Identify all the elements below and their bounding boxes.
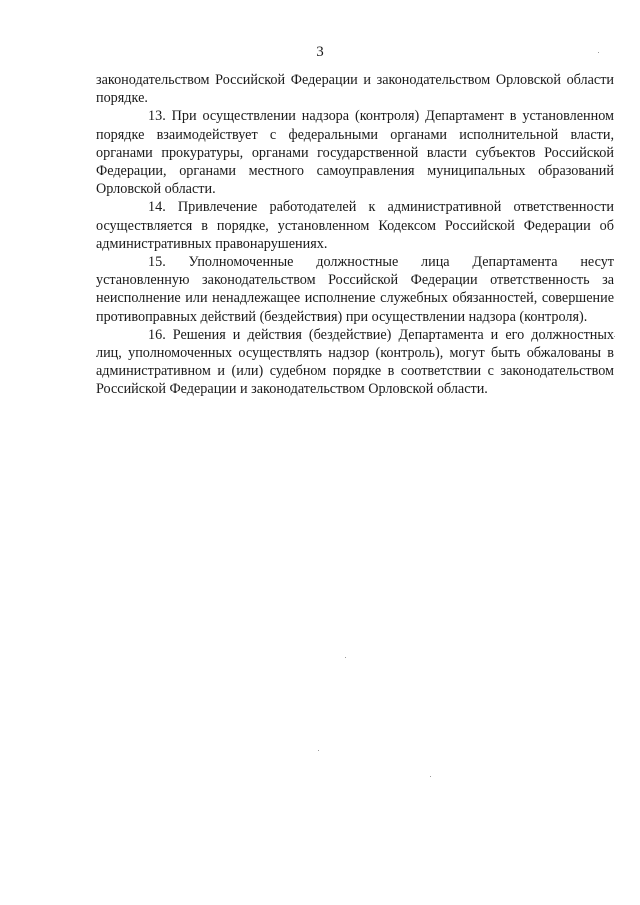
- page-number: 3: [316, 44, 324, 60]
- document-body: [96, 71, 614, 399]
- scan-speck: [318, 750, 319, 751]
- scan-speck: [430, 776, 431, 777]
- scan-speck: [598, 52, 599, 53]
- paragraph-14: 14. Привлечение работодателей к административной ответственности осуществляется в порядке, установленном Кодексом Российской Федерации об административных правонарушениях.: [96, 199, 614, 252]
- paragraph-16: 16. Решения и действия (бездействие) Департамента и его должностных лиц, уполномоченных осуществлять надзор (контроль), могут быть обжалованы в административном и (или) судебном порядке в соответствии с законодательством Российской Федерации и законодательством Орловской области.: [96, 326, 614, 398]
- paragraph-continuation: законодательством Российской Федерации и законодательством Орловской области порядке.: [96, 72, 614, 107]
- scan-speck: [345, 657, 346, 658]
- paragraph-15: 15. Уполномоченные должностные лица Департамента несут установленную законодательством Российской Федерации ответственность за неисполнение или ненадлежащее исполнение служебных обязанностей, совершение противоправных действий (бездействия) при осуществлении надзора (контроля).: [96, 254, 614, 325]
- scan-speck: [614, 336, 615, 337]
- paragraph-13: 13. При осуществлении надзора (контроля) Департамент в установленном порядке взаимодействует с федеральными органами исполнительной власти, органами прокуратуры, органами государственной власти субъектов Российской Федерации, органами местного самоуправления муниципальных образований Орловской области.: [96, 108, 614, 198]
